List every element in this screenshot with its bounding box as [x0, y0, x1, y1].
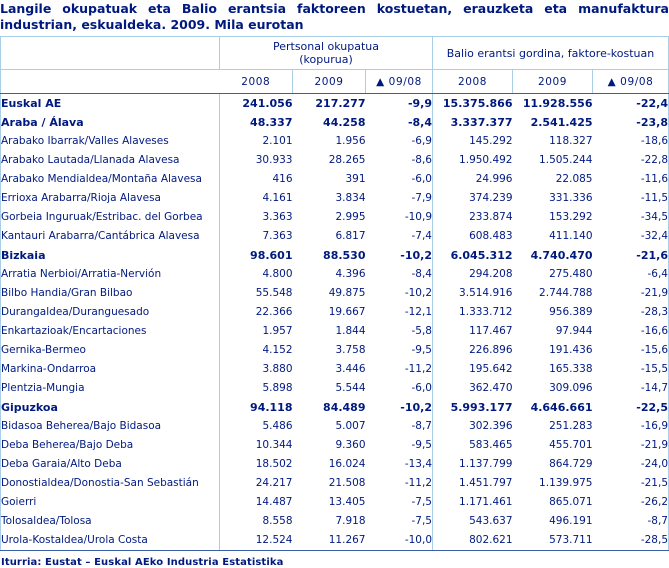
- column-header-row: [1, 70, 669, 94]
- row-value: 12.524: [220, 531, 293, 551]
- row-value: 362.470: [433, 379, 513, 398]
- table-row: [1, 322, 669, 341]
- row-value: -14,7: [593, 379, 669, 398]
- row-value: -21,9: [593, 284, 669, 303]
- row-value: 309.096: [549, 382, 593, 394]
- column-header-pertsonal-2008: 2008: [220, 70, 293, 94]
- row-value: 19.667: [328, 306, 366, 318]
- table-row: [1, 512, 669, 531]
- column-header-region: [1, 70, 220, 94]
- row-value: -6,0: [411, 173, 432, 185]
- row-label: Donostialdea/Donostia-San Sebastián: [1, 474, 220, 493]
- table-row: [1, 208, 669, 227]
- row-value: 496.191: [549, 515, 593, 527]
- row-value: 5.544: [335, 382, 366, 394]
- table-row: [1, 113, 669, 132]
- row-value: -28,5: [593, 531, 669, 551]
- row-label: Tolosaldea/Tolosa: [1, 512, 220, 531]
- table-row: [1, 94, 669, 114]
- row-value: -21,9: [593, 436, 669, 455]
- row-value: -9,5: [411, 344, 432, 356]
- row-value: 411.140: [549, 230, 593, 242]
- statistics-table: [0, 36, 669, 551]
- row-value: 391: [345, 173, 366, 185]
- row-value: 583.465: [433, 436, 513, 455]
- row-label: Bilbo Handia/Gran Bilbao: [1, 284, 220, 303]
- table-row: [1, 436, 669, 455]
- row-value: -22,5: [593, 398, 669, 417]
- row-value: 1.505.244: [539, 154, 593, 166]
- row-value: 374.239: [433, 189, 513, 208]
- table-row: [1, 170, 669, 189]
- row-label: Gorbeia Inguruak/Estribac. del Gorbea: [1, 208, 220, 227]
- row-value: 14.487: [255, 496, 293, 508]
- row-value: -23,8: [593, 113, 669, 132]
- row-value: 331.336: [549, 192, 593, 204]
- row-value: 233.874: [433, 208, 513, 227]
- table-row: [1, 341, 669, 360]
- row-value: 117.467: [433, 322, 513, 341]
- row-value: 24.996: [433, 170, 513, 189]
- table-row: [1, 493, 669, 512]
- row-value: 55.548: [255, 287, 293, 299]
- row-value: 4.646.661: [530, 401, 593, 414]
- table-row: [1, 303, 669, 322]
- row-value: -10,2: [400, 249, 432, 262]
- row-value: 7.363: [262, 230, 293, 242]
- table-row: [1, 246, 669, 265]
- row-value: -9,5: [411, 439, 432, 451]
- row-value: -15,5: [593, 360, 669, 379]
- row-label: Gernika-Bermeo: [1, 341, 220, 360]
- row-value: -12,1: [404, 306, 432, 318]
- row-value: 18.502: [255, 458, 293, 470]
- row-value: 3.514.916: [433, 284, 513, 303]
- row-value: 15.375.866: [433, 94, 513, 114]
- row-value: 28.265: [328, 154, 366, 166]
- page-title-line-2: industrian, eskualdeka. 2009. Mila eurotan: [0, 17, 304, 32]
- row-value: -10,2: [404, 287, 432, 299]
- row-value: 1.171.461: [433, 493, 513, 512]
- row-value: 3.363: [262, 211, 293, 223]
- row-value: 6.045.312: [433, 246, 513, 265]
- row-value: 956.389: [549, 306, 593, 318]
- row-value: -22,4: [593, 94, 669, 114]
- table-row: [1, 531, 669, 551]
- row-value: -11,5: [593, 189, 669, 208]
- row-value: -16,9: [593, 417, 669, 436]
- column-header-pertsonal-2009: 2009: [293, 70, 366, 94]
- row-value: 3.337.377: [433, 113, 513, 132]
- row-value: -13,4: [404, 458, 432, 470]
- row-value: 1.451.797: [433, 474, 513, 493]
- group-header-row: [1, 37, 669, 70]
- table-row: [1, 132, 669, 151]
- row-label: Arabako Lautada/Llanada Alavesa: [1, 151, 220, 170]
- column-header-balio-2009: 2009: [513, 70, 593, 94]
- column-header-pertsonal-delta: ▲ 09/08: [366, 70, 433, 94]
- row-value: 1.950.492: [433, 151, 513, 170]
- row-label: Bizkaia: [1, 246, 220, 265]
- row-label: Deba Beherea/Bajo Deba: [1, 436, 220, 455]
- row-value: 4.396: [335, 268, 366, 280]
- group-header-pertsonal-line1: Pertsonal okupatua: [272, 40, 380, 53]
- row-label: Plentzia-Mungia: [1, 379, 220, 398]
- row-value: 49.875: [328, 287, 366, 299]
- row-value: -8,4: [407, 116, 432, 129]
- row-value: -28,3: [593, 303, 669, 322]
- row-value: 118.327: [549, 135, 593, 147]
- row-value: 30.933: [255, 154, 293, 166]
- row-value: 94.118: [250, 401, 293, 414]
- table-row: [1, 284, 669, 303]
- page-title-line-1: Langile okupatuak eta Balio erantsia faktoreen kostuetan, erauzketa eta manufaktura: [0, 1, 669, 16]
- group-header-pertsonal-okupatua: [220, 37, 433, 70]
- source-note: Iturria: Eustat – Euskal AEko Industria Estatistika: [1, 557, 284, 568]
- row-value: 275.480: [549, 268, 593, 280]
- row-value: 48.337: [250, 116, 293, 129]
- table-row: [1, 189, 669, 208]
- row-value: 21.508: [328, 477, 366, 489]
- row-value: 294.208: [433, 265, 513, 284]
- row-value: 8.558: [262, 515, 293, 527]
- row-value: -24,0: [593, 455, 669, 474]
- row-value: 608.483: [433, 227, 513, 246]
- row-label: Markina-Ondarroa: [1, 360, 220, 379]
- row-value: 1.957: [262, 325, 293, 337]
- row-value: 2.101: [262, 135, 293, 147]
- table-row: [1, 360, 669, 379]
- row-value: 98.601: [250, 249, 293, 262]
- row-value: -21,6: [593, 246, 669, 265]
- row-label: Arabako Ibarrak/Valles Alaveses: [1, 132, 220, 151]
- row-value: 1.139.975: [539, 477, 593, 489]
- table-row: [1, 455, 669, 474]
- row-value: 1.844: [335, 325, 366, 337]
- row-value: -7,4: [411, 230, 432, 242]
- group-header-balio-erantsi: Balio erantsi gordina, faktore-kostuan: [433, 37, 669, 70]
- row-label: Gipuzkoa: [1, 398, 220, 417]
- row-value: 88.530: [323, 249, 366, 262]
- row-value: -6,0: [411, 382, 432, 394]
- row-value: 2.744.788: [539, 287, 593, 299]
- row-value: -6,9: [411, 135, 432, 147]
- row-value: 24.217: [255, 477, 293, 489]
- row-value: 16.024: [328, 458, 366, 470]
- row-value: 2.995: [335, 211, 366, 223]
- row-value: 84.489: [323, 401, 366, 414]
- row-value: -8,7: [411, 420, 432, 432]
- row-value: -8,6: [411, 154, 432, 166]
- row-value: -11,2: [404, 477, 432, 489]
- row-value: 251.283: [549, 420, 593, 432]
- row-value: 4.800: [262, 268, 293, 280]
- table-row: [1, 151, 669, 170]
- table-row: [1, 398, 669, 417]
- row-value: -18,6: [593, 132, 669, 151]
- table-row: [1, 379, 669, 398]
- table-row: [1, 227, 669, 246]
- row-value: 11.267: [293, 531, 366, 551]
- row-value: 5.898: [262, 382, 293, 394]
- row-value: 4.161: [262, 192, 293, 204]
- row-value: 3.880: [262, 363, 293, 375]
- table-row: [1, 417, 669, 436]
- row-label: Arratia Nerbioi/Arratia-Nervión: [1, 265, 220, 284]
- row-value: 6.817: [335, 230, 366, 242]
- row-label: Durangaldea/Duranguesado: [1, 303, 220, 322]
- row-value: 217.277: [315, 97, 366, 110]
- row-label: Arabako Mendialdea/Montaña Alavesa: [1, 170, 220, 189]
- page-title: [0, 0, 669, 36]
- group-header-blank: [1, 37, 220, 70]
- row-value: 145.292: [433, 132, 513, 151]
- group-header-pertsonal-line2: (kopurua): [299, 53, 353, 66]
- row-value: -15,6: [593, 341, 669, 360]
- row-value: -7,9: [411, 192, 432, 204]
- row-value: -10,9: [404, 211, 432, 223]
- row-value: 1.956: [335, 135, 366, 147]
- row-value: -7,5: [411, 515, 432, 527]
- row-value: 5.007: [335, 420, 366, 432]
- row-value: -7,5: [411, 496, 432, 508]
- row-value: -8,4: [411, 268, 432, 280]
- row-value: 3.446: [335, 363, 366, 375]
- row-value: 4.152: [262, 344, 293, 356]
- row-value: -10,0: [366, 531, 433, 551]
- row-value: 573.711: [513, 531, 593, 551]
- row-value: -8,7: [593, 512, 669, 531]
- row-value: 44.258: [323, 116, 366, 129]
- row-value: 226.896: [433, 341, 513, 360]
- row-value: -9,9: [407, 97, 432, 110]
- row-value: -6,4: [593, 265, 669, 284]
- row-value: 3.758: [335, 344, 366, 356]
- row-value: 165.338: [549, 363, 593, 375]
- table-row: [1, 265, 669, 284]
- row-value: 22.085: [555, 173, 593, 185]
- row-label: Enkartazioak/Encartaciones: [1, 322, 220, 341]
- row-label: Deba Garaia/Alto Deba: [1, 455, 220, 474]
- row-value: -34,5: [593, 208, 669, 227]
- row-value: -21,5: [593, 474, 669, 493]
- row-value: 802.621: [433, 531, 513, 551]
- row-value: 22.366: [255, 306, 293, 318]
- row-value: 4.740.470: [530, 249, 593, 262]
- row-value: 13.405: [328, 496, 366, 508]
- row-value: 195.642: [433, 360, 513, 379]
- table-body: [1, 94, 669, 551]
- row-value: 10.344: [255, 439, 293, 451]
- row-value: 543.637: [433, 512, 513, 531]
- row-label: Errioxa Arabarra/Rioja Alavesa: [1, 189, 220, 208]
- row-value: -10,2: [400, 401, 432, 414]
- row-value: 5.486: [262, 420, 293, 432]
- row-label: Euskal AE: [1, 94, 220, 114]
- row-value: 1.137.799: [433, 455, 513, 474]
- row-value: 7.918: [335, 515, 366, 527]
- row-value: 9.360: [335, 439, 366, 451]
- row-value: 11.928.556: [522, 97, 593, 110]
- row-label: Goierri: [1, 493, 220, 512]
- row-value: 191.436: [549, 344, 593, 356]
- row-value: -26,2: [593, 493, 669, 512]
- column-header-balio-2008: 2008: [433, 70, 513, 94]
- row-value: -11,6: [593, 170, 669, 189]
- row-value: 3.834: [335, 192, 366, 204]
- row-value: 865.071: [549, 496, 593, 508]
- table-row: [1, 474, 669, 493]
- row-value: 5.993.177: [433, 398, 513, 417]
- column-header-balio-delta: ▲ 09/08: [593, 70, 669, 94]
- row-value: 241.056: [242, 97, 293, 110]
- row-value: 455.701: [549, 439, 593, 451]
- row-value: -16,6: [593, 322, 669, 341]
- table-header: [1, 37, 669, 94]
- row-value: -32,4: [593, 227, 669, 246]
- row-value: -22,8: [593, 151, 669, 170]
- row-value: -5,8: [411, 325, 432, 337]
- row-label: Araba / Álava: [1, 113, 220, 132]
- row-value: 97.944: [555, 325, 593, 337]
- row-value: 153.292: [549, 211, 593, 223]
- row-label: Kantauri Arabarra/Cantábrica Alavesa: [1, 227, 220, 246]
- row-value: -11,2: [404, 363, 432, 375]
- row-label: Bidasoa Beherea/Bajo Bidasoa: [1, 417, 220, 436]
- row-value: 1.333.712: [433, 303, 513, 322]
- row-value: 2.541.425: [530, 116, 593, 129]
- row-value: 302.396: [433, 417, 513, 436]
- row-label: Urola-Kostaldea/Urola Costa: [1, 531, 220, 551]
- row-value: 416: [272, 173, 293, 185]
- row-value: 864.729: [549, 458, 593, 470]
